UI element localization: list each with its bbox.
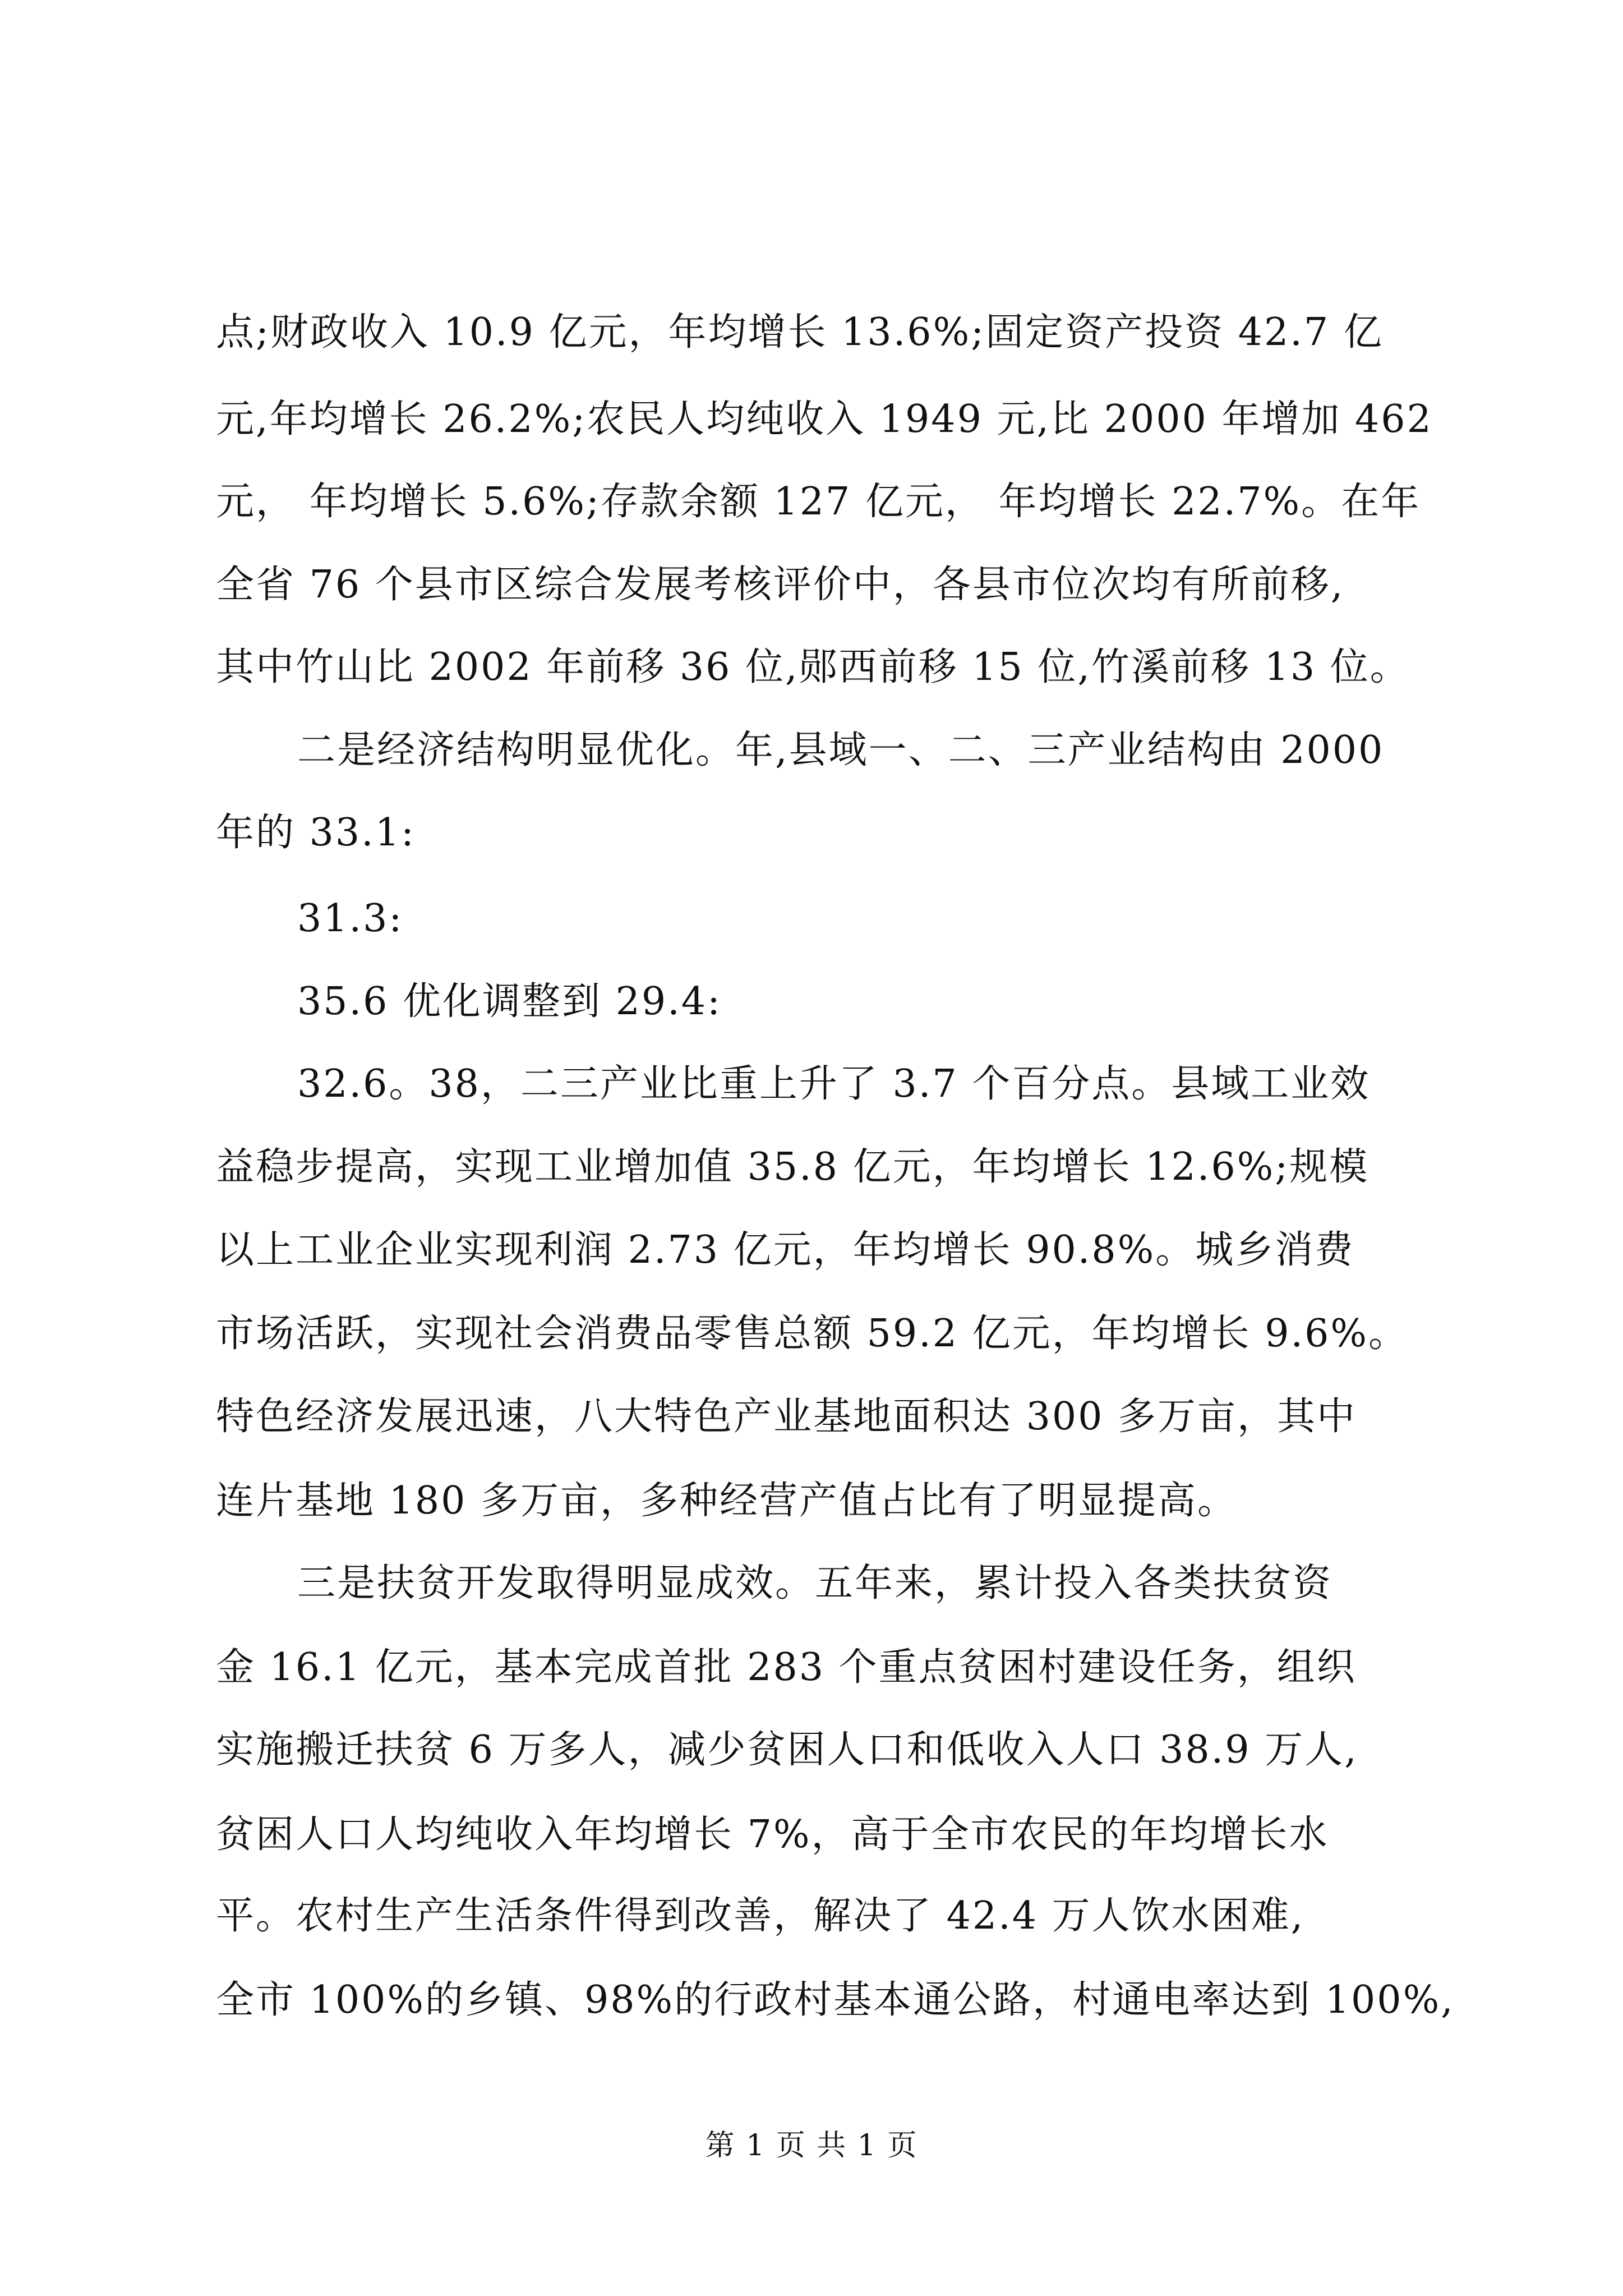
text-line: 市场活跃，实现社会消费品零售总额 59.2 亿元，年均增长 9.6%。 <box>216 1312 1409 1356</box>
text-line: 以上工业企业实现利润 2.73 亿元，年均增长 90.8%。城乡消费 <box>216 1228 1355 1272</box>
text-line: 特色经济发展迅速，八大特色产业基地面积达 300 多万亩，其中 <box>216 1395 1357 1439</box>
paragraph-start-line: 三是扶贫开发取得明显成效。五年来，累计投入各类扶贫资 <box>297 1561 1333 1605</box>
text-line: 金 16.1 亿元，基本完成首批 283 个重点贫困村建设任务，组织 <box>216 1645 1357 1690</box>
text-line: 32.6。38，二三产业比重上升了 3.7 个百分点。县域工业效 <box>297 1062 1371 1106</box>
text-line: 元， 年均增长 5.6%;存款余额 127 亿元， 年均增长 22.7%。在年 <box>216 480 1421 524</box>
text-line: 连片基地 180 多万亩，多种经营产值占比有了明显提高。 <box>216 1479 1238 1523</box>
text-line: 点;财政收入 10.9 亿元，年均增长 13.6%;固定资产投资 42.7 亿 <box>216 310 1384 355</box>
text-line: 平。农村生产生活条件得到改善，解决了 42.4 万人饮水困难, <box>216 1894 1305 1938</box>
text-line: 年的 33.1: <box>216 811 416 855</box>
text-line: 元,年均增长 26.2%;农民人均纯收入 1949 元,比 2000 年增加 462 <box>216 397 1433 441</box>
text-line: 贫困人口人均纯收入年均增长 7%，高于全市农民的年均增长水 <box>216 1812 1329 1857</box>
page-number-footer: 第 1 页 共 1 页 <box>705 2129 918 2162</box>
text-line: 益稳步提高，实现工业增加值 35.8 亿元，年均增长 12.6%;规模 <box>216 1145 1370 1189</box>
text-line: 其中竹山比 2002 年前移 36 位,郧西前移 15 位,竹溪前移 13 位。 <box>216 645 1410 689</box>
text-line: 31.3: <box>297 896 404 941</box>
text-line: 35.6 优化调整到 29.4: <box>297 979 722 1024</box>
text-line: 全省 76 个县市区综合发展考核评价中，各县市位次均有所前移, <box>216 563 1345 607</box>
paragraph-start-line: 二是经济结构明显优化。年,县域一、二、三产业结构由 2000 <box>297 728 1385 772</box>
text-line: 全市 100%的乡镇、98%的行政村基本通公路，村通电率达到 100%, <box>216 1978 1455 2022</box>
text-line: 实施搬迁扶贫 6 万多人，减少贫困人口和低收入人口 38.9 万人, <box>216 1728 1358 1772</box>
